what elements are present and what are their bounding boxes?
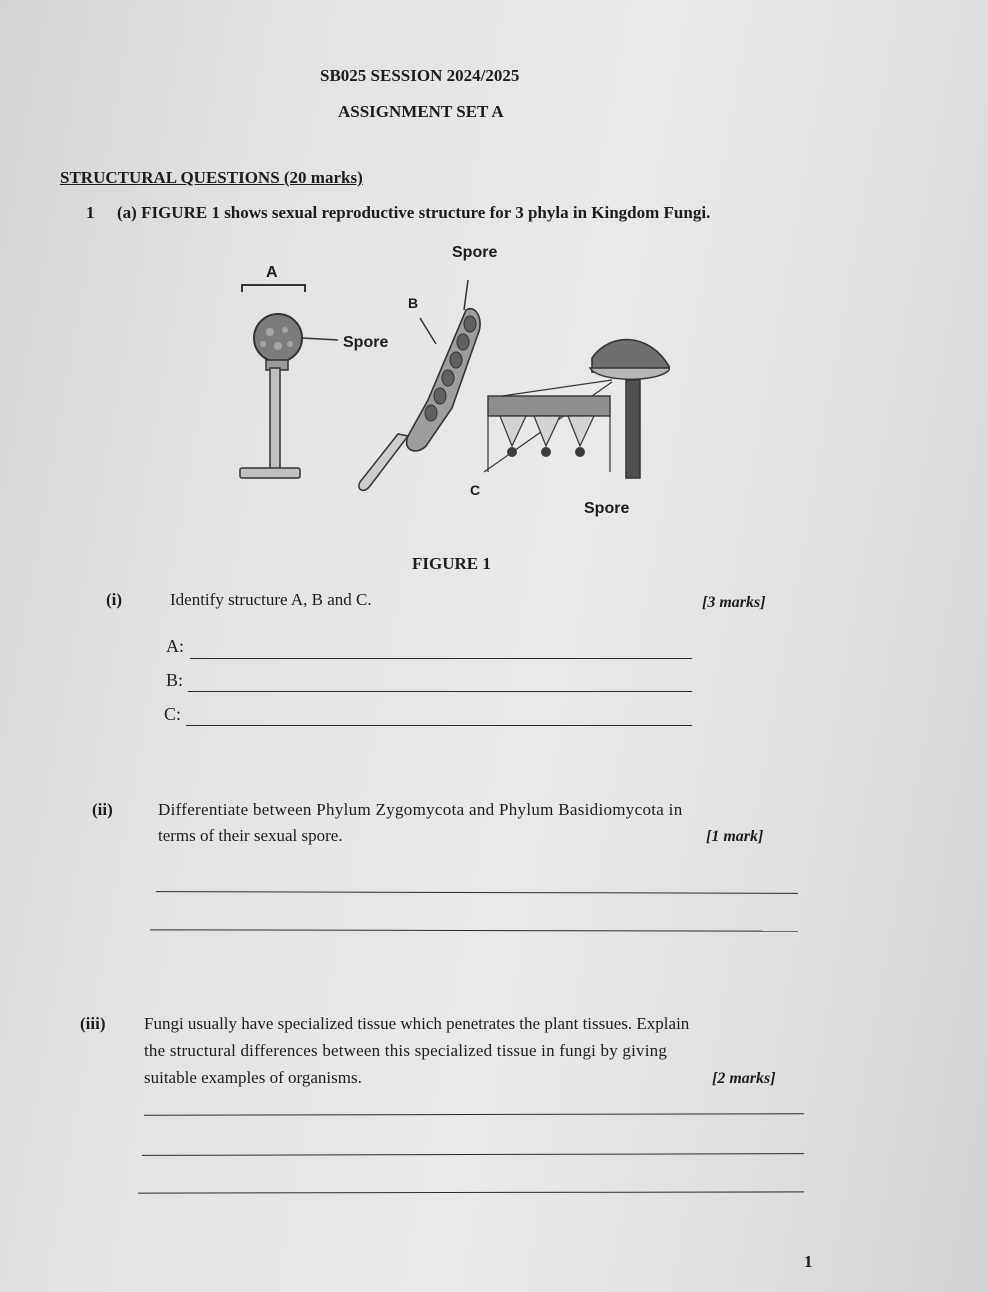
figure-label-c: C [470,482,481,498]
sub-question-i-number: (i) [106,590,123,609]
structure-b-ascus-drawing [359,280,480,490]
answer-line-iii-1[interactable] [144,1113,804,1115]
assignment-heading: ASSIGNMENT SET A [338,102,504,121]
sub-question-i-text: Identify structure A, B and C. [170,590,372,609]
answer-line-ii-2[interactable] [150,929,798,931]
answer-line-c[interactable] [186,725,692,726]
figure-label-a: A [266,264,278,281]
answer-line-ii-1[interactable] [156,891,798,894]
answer-line-a[interactable] [190,658,692,659]
answer-label-c: C: [164,704,182,724]
sub-question-iii-text-line3: suitable examples of organisms. [144,1068,362,1087]
fungi-reproductive-structures-illustration [230,240,670,530]
answer-line-b[interactable] [188,691,692,692]
page-number: 1 [804,1252,813,1271]
question-number: 1 [86,203,95,222]
answer-line-iii-2[interactable] [142,1153,804,1156]
sub-question-iii-number: (iii) [80,1014,106,1033]
course-session-heading: SB025 SESSION 2024/2025 [320,66,520,85]
sub-question-ii-text-line1: Differentiate between Phylum Zygomycota and Phylum Basidiomycota in [158,800,683,819]
figure-label-spore-top: Spore [452,244,498,261]
sub-question-i-marks: [3 marks] [702,594,766,611]
sub-question-ii-text-line2: terms of their sexual spore. [158,826,343,845]
structure-c-basidiocarp-drawing [484,340,670,478]
structure-a-sporangium-drawing [240,285,338,478]
sub-question-ii-number: (ii) [92,800,113,819]
answer-label-b: B: [166,670,184,690]
figure-caption: FIGURE 1 [412,554,491,573]
figure-1 [230,240,670,530]
sub-question-iii-text-line1: Fungi usually have specialized tissue which penetrates the plant tissues. Explain [144,1014,690,1033]
sub-question-iii-marks: [2 marks] [712,1070,776,1087]
question-part-a: (a) FIGURE 1 shows sexual reproductive structure for 3 phyla in Kingdom Fungi. [117,203,711,222]
section-title: STRUCTURAL QUESTIONS (20 marks) [60,168,363,187]
figure-label-spore-left: Spore [343,334,389,351]
answer-label-a: A: [166,636,184,656]
figure-label-spore-bottom: Spore [584,500,630,517]
sub-question-iii-text-line2: the structural differences between this specialized tissue in fungi by giving [144,1041,668,1060]
answer-line-iii-3[interactable] [138,1191,804,1193]
figure-label-b: B [408,295,419,311]
sub-question-ii-marks: [1 mark] [706,828,764,845]
